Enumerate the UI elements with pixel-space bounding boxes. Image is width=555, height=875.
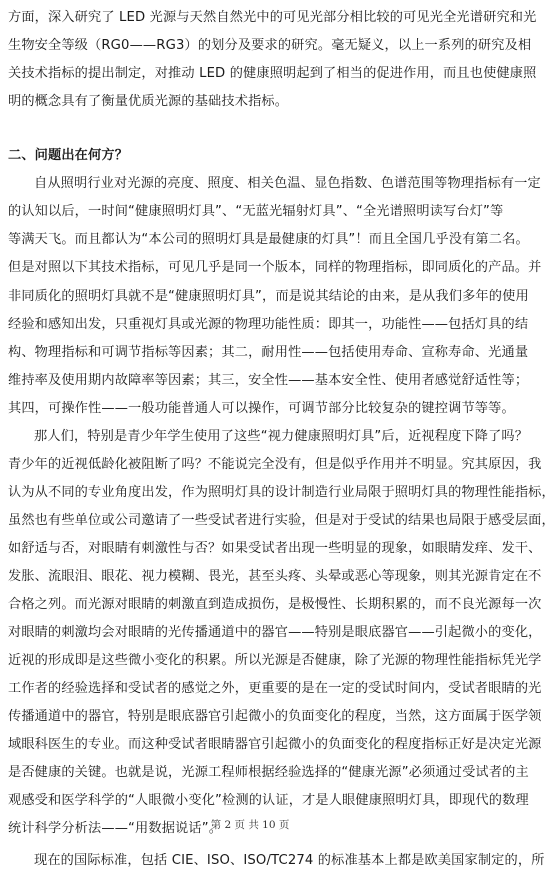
- paragraph-line: 虽然也有些单位或公司邀请了一些受试者进行实验，但是对于受试的结果也局限于感受层面，: [8, 512, 555, 528]
- paragraph-line: 如舒适与否，对眼睛有刺激性与否？如果受试者出现一些明显的现象，如眼睛发痒、发干、: [8, 540, 542, 556]
- paragraph-line: 对眼睛的刺激均会对眼睛的光传播通道中的器官——特别是眼底器官——引起微小的变化，: [8, 625, 542, 640]
- paragraph-line: 但是对照以下其技术指标，可见几乎是同一个版本，同样的物理指标，即同质化的产品。并: [8, 260, 542, 276]
- paragraph-line: 是否健康的关键。也就是说，光源工程师根据经验选择的“健康光源”必须通过受试者的主: [8, 765, 529, 781]
- paragraph-line: 青少年的近视低龄化被阻断了吗？不能说完全没有，但是似乎作用并不明显。究其原因，我: [8, 456, 542, 472]
- paragraph-line: 关技术指标的提出制定，对推动 LED 的健康照明起到了相当的促进作用，而且也使健康照: [8, 66, 537, 82]
- paragraph-line: 域眼科医生的专业。而这种受试者眼睛器官引起微小的负面变化的程度指标正好是决定光源: [8, 737, 542, 753]
- paragraph-line: 自从照明行业对光源的亮度、照度、相关色温、显色指数、色谱范围等物理指标有一定: [34, 176, 541, 192]
- paragraph-line: 维持率及使用期内故障率等因素；其三，安全性——基本安全性、使用者感觉舒适性等；: [8, 372, 529, 388]
- paragraph-line: 等满天飞。而且都认为“本公司的照明灯具是最健康的灯具”！而且全国几乎没有第二名。: [8, 232, 529, 248]
- paragraph-line: 合格之列。而光源对眼睛的刺激直到造成损伤，是极慢性、长期积累的，而不良光源每一次: [8, 597, 542, 612]
- paragraph-line: 的认知以后，一时间“健康照明灯具”、“无蓝光辐射灯具”、“全光谱照明读写台灯”等: [8, 204, 504, 220]
- paragraph-line: 方面，深入研究了 LED 光源与天然自然光中的可见光部分相比较的可见光全光谱研究和光: [8, 10, 537, 25]
- paragraph-line: 近视的形成即是这些微小变化的积累。所以光源是否健康，除了光源的物理性能指标凭光学: [8, 653, 542, 669]
- paragraph-line: 工作者的经验选择和受试者的感觉之外，更重要的是在一定的受试时间内，受试者眼睛的光: [8, 681, 542, 697]
- paragraph-line: 经验和感知出发，只重视灯具或光源的物理功能性质：即其一，功能性——包括灯具的结: [8, 316, 529, 332]
- paragraph-line: 那人们，特别是青少年学生使用了这些“视力健康照明灯具”后，近视程度下降了吗？: [34, 428, 529, 444]
- page-footer: 第 2 页 共 10 页: [210, 819, 290, 831]
- paragraph-line: 认为从不同的专业角度出发，作为照明灯具的设计制造行业局限于照明灯具的物理性能指标，: [8, 484, 555, 500]
- paragraph-line: 非同质化的照明灯具就不是“健康照明灯具”，而是说其结论的由来，是从我们多年的使用: [8, 288, 529, 304]
- paragraph-line: 观感受和医学科学的“人眼微小变化”检测的认证，才是人眼健康照明灯具，即现代的数理: [8, 793, 529, 809]
- paragraph-line: 明的概念具有了衡量优质光源的基础技术指标。: [8, 94, 289, 110]
- paragraph-line: 传播通道中的器官，特别是眼底器官引起微小的负面变化的程度，当然，这方面属于医学领: [8, 709, 542, 725]
- paragraph-line: 其四，可操作性——一般功能普通人可以操作，可调节部分比较复杂的键控调节等等。: [8, 400, 515, 416]
- paragraph-line: 发胀、流眼泪、眼花、视力模糊、畏光，甚至头疼、头晕或恶心等现象，则其光源肯定在不: [8, 569, 542, 584]
- paragraph-line: 现在的国际标准，包括 CIE、ISO、ISO/TC274 的标准基本上都是欧美国家制定的，所: [34, 853, 545, 869]
- section-heading: 二、问题出在何方？: [8, 148, 129, 164]
- paragraph-line: 构、物理指标和可调节指标等因素；其二，耐用性——包括使用寿命、宣称寿命、光通量: [8, 344, 529, 360]
- paragraph-line: 统计科学分析法——“用数据说话”。: [8, 821, 223, 837]
- paragraph-line: 生物安全等级（RG0——RG3）的划分及要求的研究。毫无疑义，以上一系列的研究及相: [8, 38, 532, 53]
